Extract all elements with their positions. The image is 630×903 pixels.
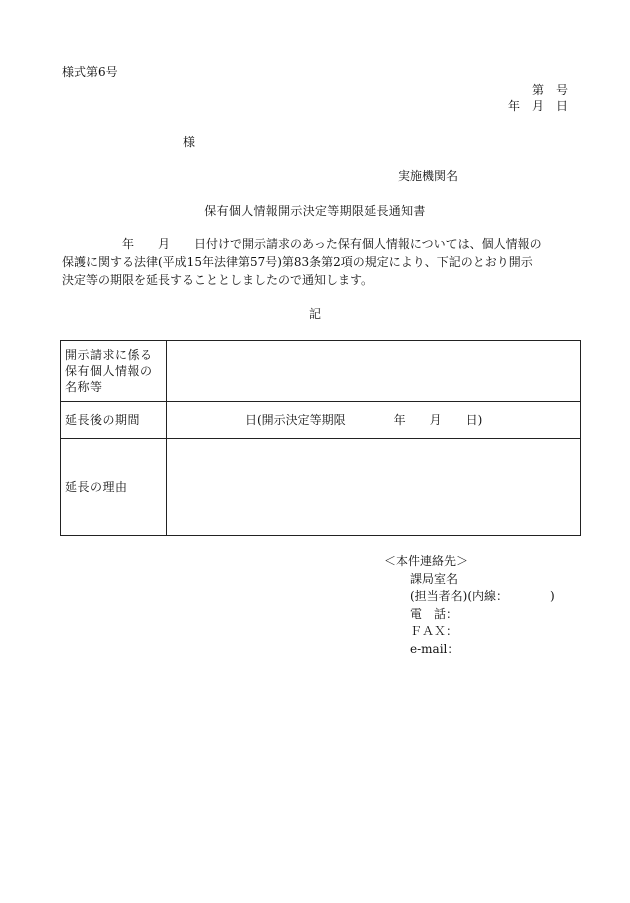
contact-person: (担当者名)(内線： ): [410, 589, 555, 603]
document-number: 第 号: [531, 83, 568, 97]
table-row: [61, 402, 581, 439]
contact-dept: 課局室名: [410, 571, 459, 586]
document-title: 保有個人情報開示決定等期限延長通知書: [204, 204, 426, 218]
body-line-2: 保護に関する法律(平成15年法律第57号)第83条第2項の規定により、下記のとおり開示: [62, 255, 533, 269]
info-table: [60, 340, 581, 536]
extended-period-text: 日(開示決定等期限 年 月 日): [245, 413, 483, 427]
agency-name: 実施機関名: [398, 169, 459, 183]
contact-email: e-mail：: [410, 641, 460, 656]
contact-block: [384, 553, 555, 658]
row-value-info-name: [167, 341, 581, 402]
row-label-reason: 延長の理由: [61, 439, 167, 536]
contact-heading: ＜本件連絡先＞: [384, 554, 469, 568]
contact-phone: 電 話：: [410, 606, 459, 621]
row-label-extended-period: 延長後の期間: [61, 402, 167, 439]
form-number: 様式第6号: [62, 65, 118, 79]
table-row: [61, 439, 581, 536]
body-paragraph: [62, 235, 582, 289]
addressee: 様: [183, 135, 196, 149]
table-row: [61, 341, 581, 402]
row-value-extended-period: [167, 402, 581, 439]
document-date: 年 月 日: [507, 99, 568, 113]
body-line-3: 決定等の期限を延長することとしましたので通知します。: [62, 273, 374, 287]
ki-heading: 記: [308, 307, 321, 321]
row-value-reason: [167, 439, 581, 536]
body-line-1: 年 月 日付けで開示請求のあった保有個人情報については、個人情報の: [62, 237, 542, 251]
contact-fax: ＦＡＸ：: [410, 624, 459, 638]
row-label-info-name: 開示請求に係る保有個人情報の名称等: [61, 341, 167, 402]
